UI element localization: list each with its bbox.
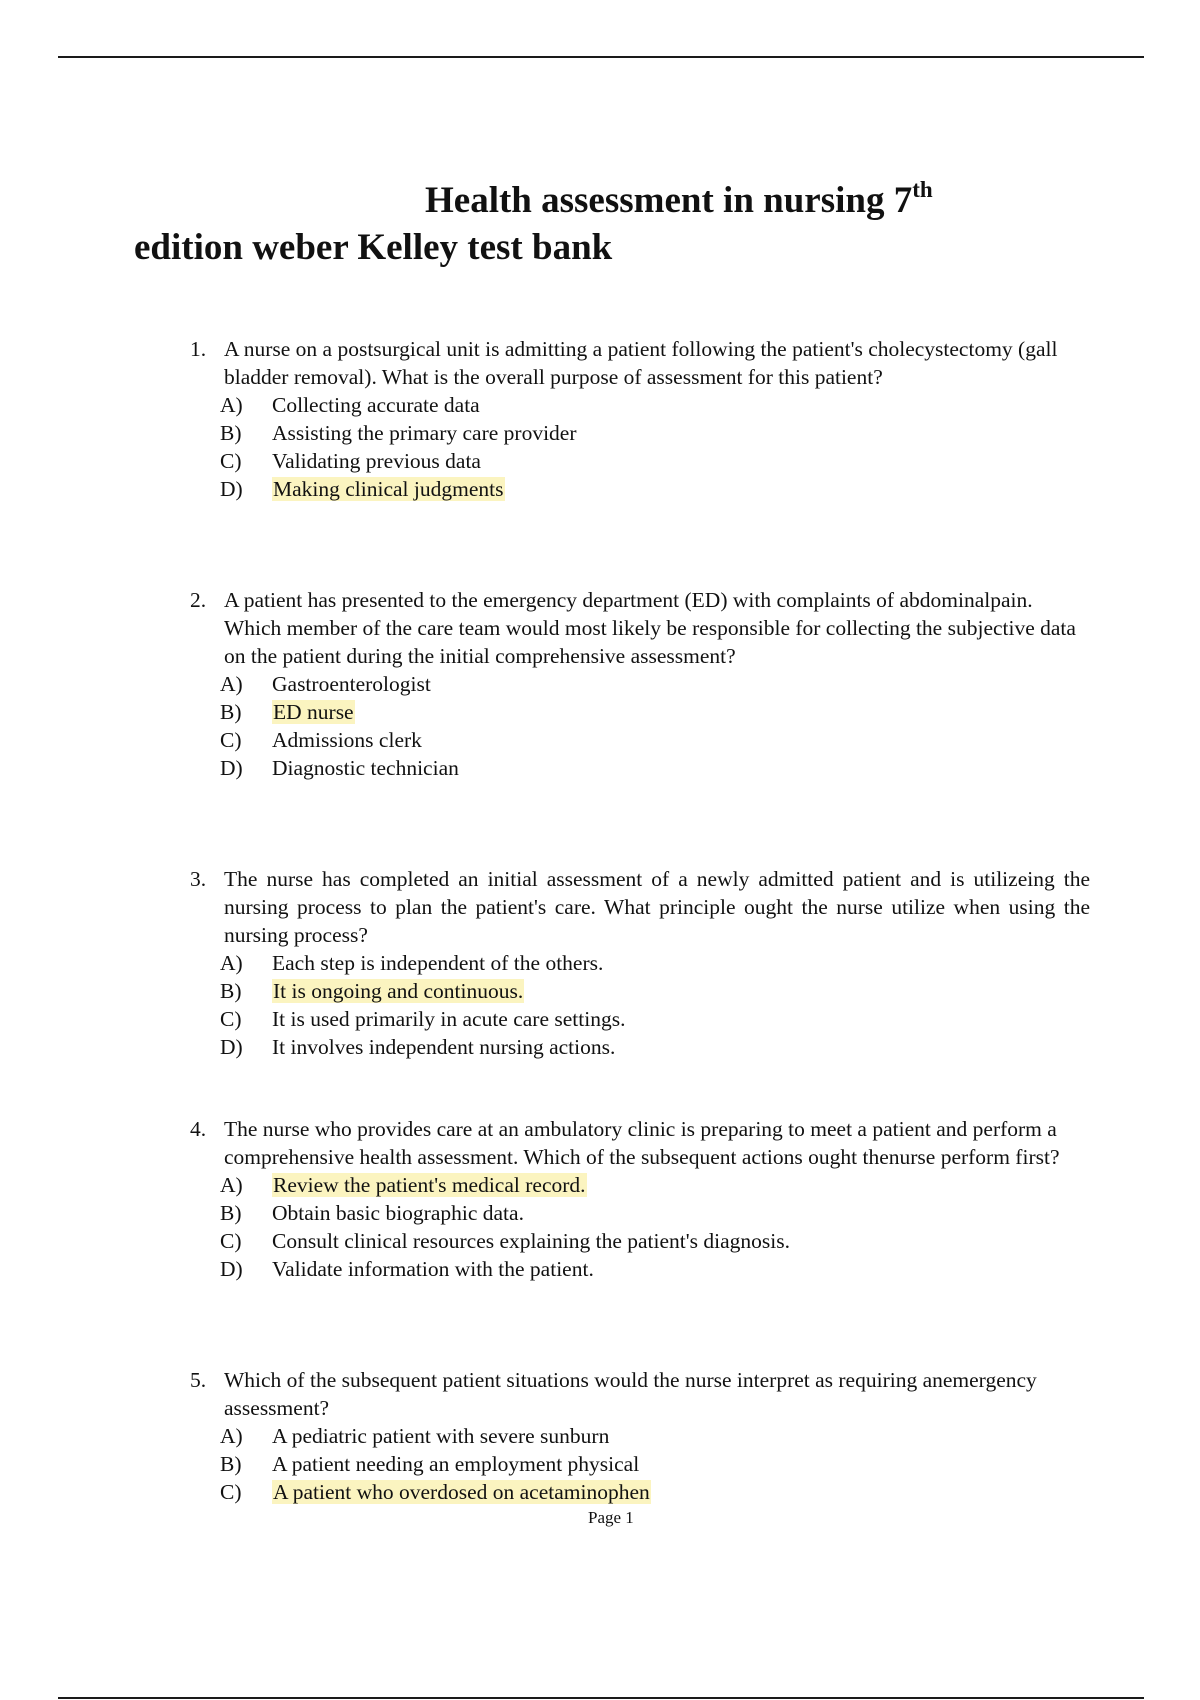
option-label: B) [220,421,242,445]
title-superscript: th [912,177,933,202]
option-d [190,475,1090,503]
title-line-2: edition weber Kelley test bank [134,227,613,268]
option-text: A patient needing an employment physical [272,1452,640,1476]
option-c [190,1478,1090,1506]
bottom-rule [58,1697,1144,1699]
question-stem: A patient has presented to the emergency department (ED) with complaints of abdominalpain. Which member of the care team would most likely be responsible for collecting the subjective data on the patient during the initial comprehensive assessment? [224,588,1076,668]
option-text: Gastroenterologist [272,672,431,696]
option-a [190,1422,1090,1450]
question-stem: The nurse has completed an initial assessment of a newly admitted patient and is utilizeing the nursing process to plan the patient's care. What principle ought the nurse utilize when using the nursing process? [224,867,1090,947]
question-number: 5. [190,1368,207,1392]
option-b [190,419,1090,447]
option-label: C) [220,449,242,473]
option-a [190,949,1090,977]
option-label: B) [220,1201,242,1225]
option-label: C) [220,728,242,752]
option-label: D) [220,756,243,780]
option-text: Diagnostic technician [272,756,459,780]
option-d [190,1033,1090,1061]
document-title [0,177,1200,271]
option-label: A) [220,672,243,696]
option-b [190,1199,1090,1227]
question-1 [190,335,1090,503]
option-label: C) [220,1229,242,1253]
question-number: 2. [190,588,207,612]
question-2 [190,586,1090,782]
question-4 [190,1115,1090,1283]
title-line-1: Health assessment in nursing 7th [425,177,933,221]
option-a [190,1171,1090,1199]
option-text: Admissions clerk [272,728,422,752]
option-c [190,1005,1090,1033]
option-text-highlighted: It is ongoing and continuous. [273,979,524,1003]
option-text: Validating previous data [272,449,481,473]
option-c [190,726,1090,754]
option-b [190,1450,1090,1478]
option-a [190,391,1090,419]
top-rule [58,56,1144,58]
option-label: A) [220,951,243,975]
option-text-highlighted: A patient who overdosed on acetaminophen [273,1480,650,1504]
option-label: D) [220,1035,243,1059]
option-c [190,1227,1090,1255]
option-text-highlighted: ED nurse [273,700,354,724]
question-stem: A nurse on a postsurgical unit is admitting a patient following the patient's cholecystectomy (gall bladder removal). What is the overall purpose of assessment for this patient? [224,337,1058,389]
option-label: B) [220,1452,242,1476]
option-text: Obtain basic biographic data. [272,1201,524,1225]
page-number: Page 1 [588,1508,634,1527]
option-text: It involves independent nursing actions. [272,1035,616,1059]
question-3 [190,865,1090,1061]
question-stem: Which of the subsequent patient situations would the nurse interpret as requiring anemergency assessment? [224,1368,1037,1420]
option-label: D) [220,1257,243,1281]
option-c [190,447,1090,475]
option-label: B) [220,979,242,1003]
question-5 [190,1366,1090,1506]
question-stem: The nurse who provides care at an ambulatory clinic is preparing to meet a patient and perform a comprehensive health assessment. Which of the subsequent actions ought thenurse perform first? [224,1117,1060,1169]
option-a [190,670,1090,698]
option-label: B) [220,700,242,724]
question-number: 4. [190,1117,207,1141]
option-text-highlighted: Review the patient's medical record. [273,1173,586,1197]
option-label: C) [220,1480,242,1504]
option-label: D) [220,477,243,501]
option-text: Each step is independent of the others. [272,951,604,975]
option-text: Collecting accurate data [272,393,480,417]
option-text: A pediatric patient with severe sunburn [272,1424,610,1448]
option-text: Consult clinical resources explaining the patient's diagnosis. [272,1229,790,1253]
option-label: A) [220,393,243,417]
option-label: C) [220,1007,242,1031]
option-b [190,977,1090,1005]
option-text: Validate information with the patient. [272,1257,594,1281]
option-text: It is used primarily in acute care settings. [272,1007,626,1031]
option-label: A) [220,1173,243,1197]
option-text-highlighted: Making clinical judgments [273,477,504,501]
question-number: 3. [190,867,207,891]
option-label: A) [220,1424,243,1448]
option-b [190,698,1090,726]
option-d [190,1255,1090,1283]
option-d [190,754,1090,782]
question-number: 1. [190,337,207,361]
option-text: Assisting the primary care provider [272,421,577,445]
